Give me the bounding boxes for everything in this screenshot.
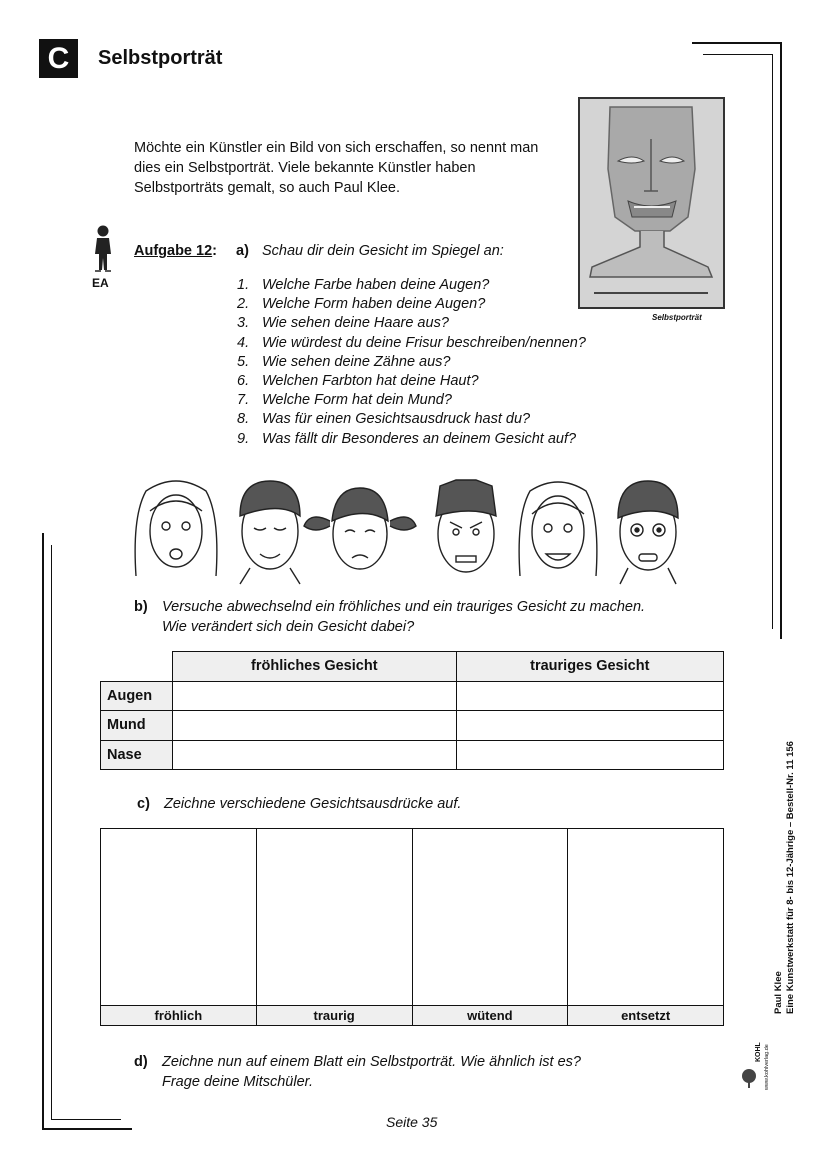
drawing-label: entsetzt	[568, 1006, 724, 1026]
table-row	[101, 711, 724, 741]
drawing-cell[interactable]	[101, 829, 257, 1006]
label-row	[101, 1006, 724, 1026]
drawing-cell[interactable]	[256, 829, 412, 1006]
answer-cell[interactable]	[173, 740, 457, 770]
table-header-row	[101, 652, 724, 682]
answer-cell[interactable]	[456, 681, 723, 711]
row-header: Nase	[101, 740, 173, 770]
drawing-cell[interactable]	[568, 829, 724, 1006]
page-title: Selbstporträt	[98, 47, 223, 69]
bottom-left-frame	[51, 545, 52, 1120]
question-item: 6. Welchen Farbton hat deine Haut?	[237, 373, 479, 390]
question-item: 9. Was fällt dir Besonderes an deinem Gesicht auf?	[237, 430, 577, 447]
portrait-caption: Selbstporträt	[652, 313, 702, 322]
subtask-b-line2: Wie verändert sich dein Gesicht dabei?	[162, 619, 415, 635]
column-header: fröhliches Gesicht	[173, 652, 457, 682]
question-item: 2. Welche Form haben deine Augen?	[237, 296, 486, 313]
table-row	[101, 740, 724, 770]
table-row	[101, 681, 724, 711]
publisher-name: KOHL	[755, 1042, 762, 1062]
side-subtitle: Eine Kunstwerkstatt für 8- bis 12-Jährige – Bestell-Nr. 11 156	[785, 741, 796, 1014]
klee-portrait-image	[578, 97, 725, 309]
answer-cell[interactable]	[173, 681, 457, 711]
subtask-c-letter: c)	[137, 796, 150, 812]
task-label-colon: :	[212, 243, 218, 259]
page-number: Seite 35	[386, 1114, 438, 1130]
question-item: 8. Was für einen Gesichtsausdruck hast du?	[237, 411, 531, 428]
question-item: 3. Wie sehen deine Haare aus?	[237, 315, 449, 332]
top-right-frame	[780, 42, 782, 639]
top-right-frame	[772, 54, 773, 629]
subtask-d-line1: Zeichne nun auf einem Blatt ein Selbstporträt. Wie ähnlich ist es?	[162, 1054, 581, 1070]
side-title: Paul Klee	[773, 971, 784, 1014]
question-item: 5. Wie sehen deine Zähne aus?	[237, 353, 451, 370]
subtask-b-letter: b)	[134, 599, 148, 615]
person-icon	[92, 224, 114, 274]
question-item: 1. Welche Farbe haben deine Augen?	[237, 277, 490, 293]
comparison-table	[100, 651, 724, 770]
column-header: trauriges Gesicht	[456, 652, 723, 682]
drawing-row	[101, 829, 724, 1006]
section-badge: C	[39, 39, 78, 78]
row-header: Mund	[101, 711, 173, 741]
answer-cell[interactable]	[456, 711, 723, 741]
publisher-url: www.kohlverlag.de	[764, 1044, 770, 1090]
task-heading	[134, 243, 217, 259]
answer-cell[interactable]	[173, 711, 457, 741]
intro-text: Möchte ein Künstler ein Bild von sich erschaffen, so nennt man dies ein Selbstporträt. Viele bekannte Künstler haben Selbstporträts gemalt, so auch Paul Klee.	[134, 140, 539, 196]
drawing-cell[interactable]	[412, 829, 568, 1006]
question-list	[237, 276, 586, 449]
subtask-d-letter: d)	[134, 1054, 148, 1070]
subtask-a-letter: a)	[236, 243, 249, 259]
side-credit	[773, 741, 797, 1014]
top-right-frame	[692, 42, 782, 44]
question-item: 4. Wie würdest du deine Frisur beschreiben/nennen?	[237, 334, 586, 351]
row-header: Augen	[101, 681, 173, 711]
question-item: 7. Welche Form hat dein Mund?	[237, 392, 452, 409]
drawing-label: wütend	[412, 1006, 568, 1026]
table-corner	[101, 652, 173, 682]
answer-cell[interactable]	[456, 740, 723, 770]
bottom-left-frame	[51, 1119, 121, 1120]
drawing-label: traurig	[256, 1006, 412, 1026]
subtask-c-text: Zeichne verschiedene Gesichtsausdrücke auf.	[164, 796, 462, 812]
task-label: Aufgabe 12	[134, 243, 213, 259]
top-right-frame	[703, 54, 773, 55]
work-mode-label: EA	[92, 276, 109, 290]
drawing-table	[100, 828, 724, 1026]
subtask-b-line1: Versuche abwechselnd ein fröhliches und ein trauriges Gesicht zu machen.	[162, 599, 646, 615]
subtask-d-line2: Frage deine Mitschüler.	[162, 1074, 313, 1090]
bottom-left-frame	[42, 533, 44, 1130]
subtask-a-text: Schau dir dein Gesicht im Spiegel an:	[262, 243, 504, 259]
faces-illustration	[130, 476, 690, 586]
drawing-label: fröhlich	[101, 1006, 257, 1026]
bottom-left-frame	[42, 1128, 132, 1130]
